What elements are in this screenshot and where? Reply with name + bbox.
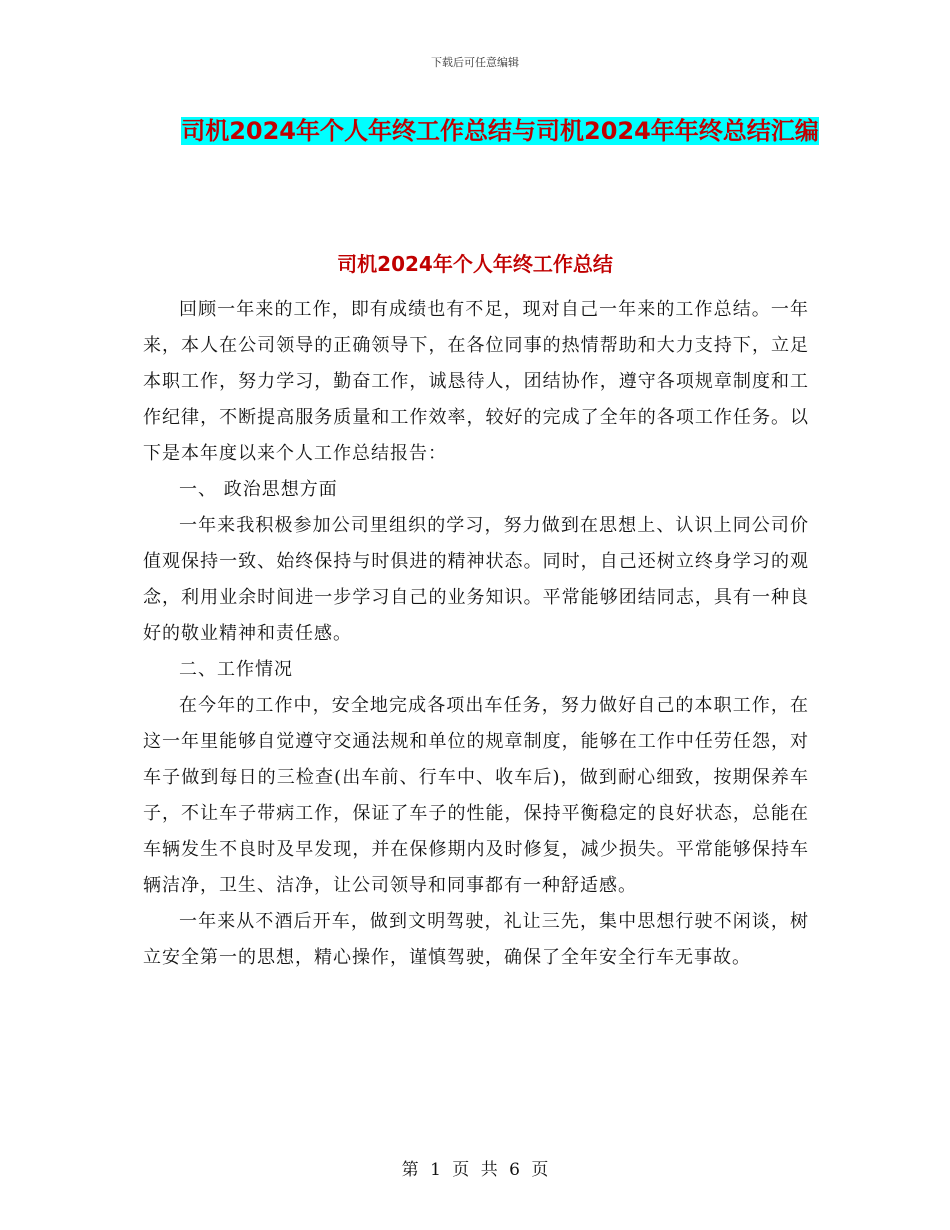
page-number-footer: 第 1 页 共 6 页: [401, 1160, 549, 1180]
paragraph-heading-politics: 一、 政治思想方面: [179, 479, 338, 500]
main-title-text: 司机2024年个人年终工作总结与司机2024年年终总结汇编: [181, 117, 819, 145]
header-note: 下载后可任意编辑: [431, 56, 519, 69]
paragraph: 回顾一年来的工作，即有成绩也有不足，现对自己一年来的工作总结。一年来，本人在公司领导的正确领导下，在各位同事的热情帮助和大力支持下，立足本职工作，努力学习，勤奋工作，诚恳待人，团结协作，遵守各项规章制度和工作纪律，不断提高服务质量和工作效率，较好的完成了全年的各项工作任务。以下是本年度以来个人工作总结报告：: [143, 299, 809, 464]
section-title: 司机2024年个人年终工作总结: [337, 252, 613, 276]
document-body: [143, 292, 809, 976]
document-main-title: [140, 108, 860, 154]
paragraph: 一年来从不酒后开车，做到文明驾驶，礼让三先，集中思想行驶不闲谈，树立安全第一的思想，精心操作，谨慎驾驶，确保了全年安全行车无事故。: [143, 911, 809, 968]
paragraph: 在今年的工作中，安全地完成各项出车任务，努力做好自己的本职工作，在这一年里能够自觉遵守交通法规和单位的规章制度，能够在工作中任劳任怨，对车子做到每日的三检查(出车前、行车中、收车后)，做到耐心细致，按期保养车子，不让车子带病工作，保证了车子的性能，保持平衡稳定的良好状态，总能在车辆发生不良时及早发现，并在保修期内及时修复，减少损失。平常能够保持车辆洁净，卫生、洁净，让公司领导和同事都有一种舒适感。: [143, 695, 809, 896]
paragraph: 一年来我积极参加公司里组织的学习，努力做到在思想上、认识上同公司价值观保持一致、始终保持与时俱进的精神状态。同时，自己还树立终身学习的观念，利用业余时间进一步学习自己的业务知识。平常能够团结同志，具有一种良好的敬业精神和责任感。: [143, 515, 809, 644]
paragraph-heading-work: 二、工作情况: [179, 659, 293, 680]
